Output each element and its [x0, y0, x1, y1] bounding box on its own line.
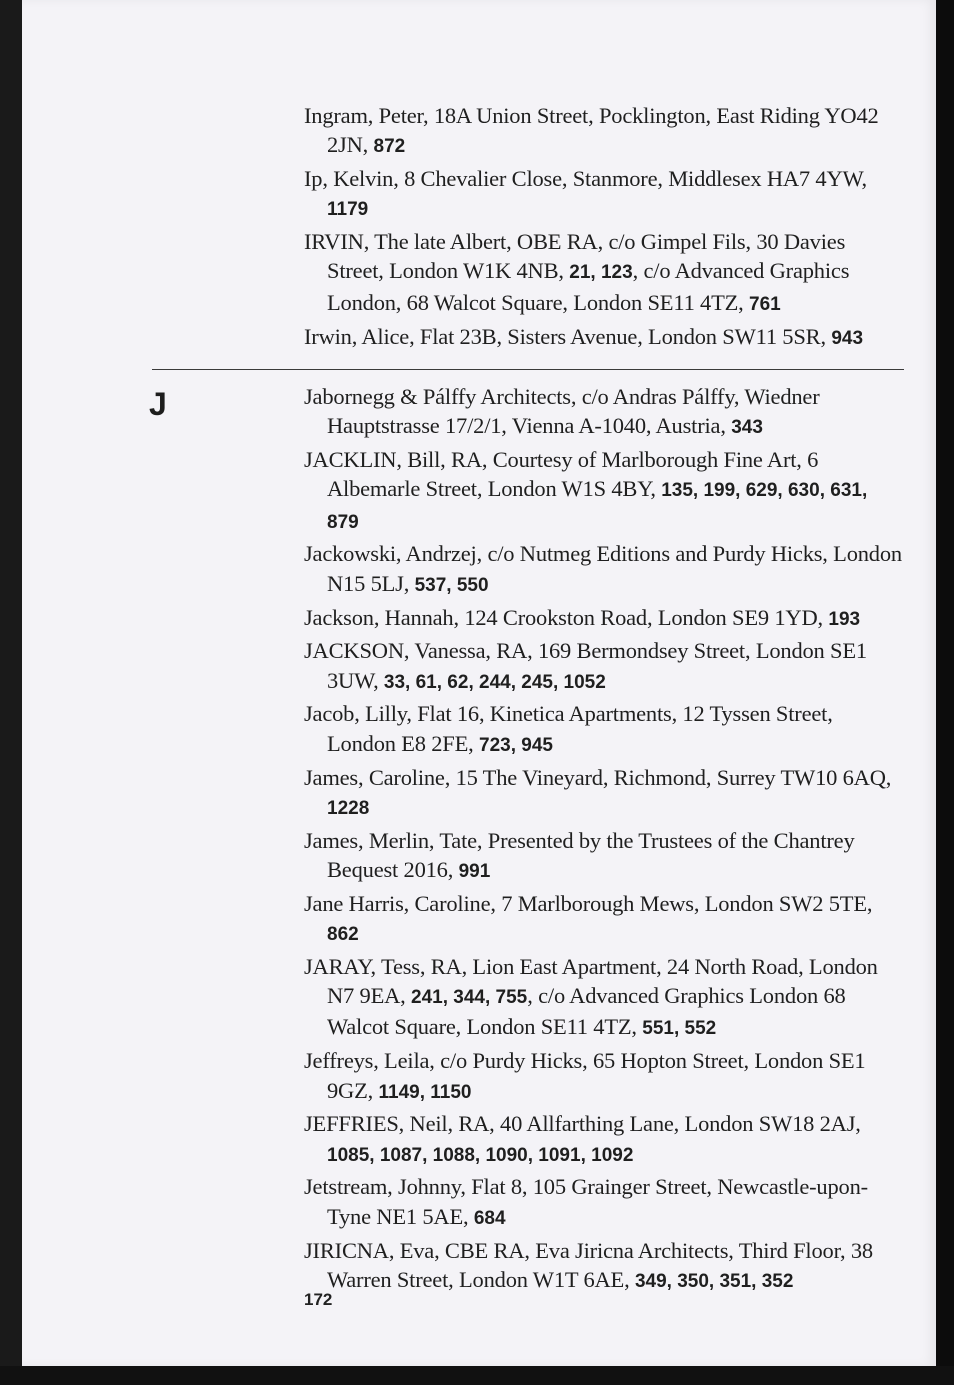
index-entry: [304, 382, 904, 443]
section-letter: J: [149, 386, 167, 422]
entry-address: Courtesy of Marlborough Fine Art, 6 Albemarle Street, London W1S 4BY,: [327, 447, 819, 502]
entry-address: c/o Purdy Hicks, 65 Hopton Street, London SE1 9GZ,: [327, 1048, 866, 1103]
entry-address: 18A Union Street, Pocklington, East Riding YO42 2JN,: [327, 103, 879, 158]
entry-address: 8 Chevalier Close, Stanmore, Middlesex HA7 4YW,: [398, 166, 867, 192]
scan-bottom-edge: [0, 1366, 954, 1385]
index-entry: [304, 445, 904, 537]
entry-page-refs: 723, 945: [479, 734, 553, 756]
entry-name: JIRICNA, Eva, CBE RA,: [304, 1237, 530, 1263]
entry-name: Jackson, Hannah,: [304, 604, 459, 630]
entry-name: IRVIN, The late Albert, OBE RA,: [304, 229, 604, 255]
index-entry: [304, 1046, 904, 1107]
entry-address: 7 Marlborough Mews, London SW2 5TE,: [495, 890, 873, 916]
index-entry: [304, 826, 904, 887]
index-entry: [304, 164, 904, 225]
entry-page-refs: 241, 344, 755: [411, 987, 528, 1009]
entry-page-refs: 551, 552: [642, 1018, 717, 1040]
entry-address: 124 Crookston Road, London SE9 1YD,: [458, 604, 829, 630]
entry-page-refs: 135, 199, 629, 630, 631, 879: [327, 480, 868, 533]
index-entry: [304, 952, 904, 1044]
entry-page-refs: 1149, 1150: [378, 1081, 472, 1103]
entry-name: Ip, Kelvin,: [304, 166, 399, 192]
entry-name: JARAY, Tess, RA,: [304, 953, 467, 979]
entry-name: Irwin, Alice,: [304, 323, 415, 349]
entry-page-refs: 991: [458, 860, 491, 882]
entry-address: , c/o Advanced Graphics London, 68 Walcot Square, London SE11 4TZ,: [327, 258, 850, 315]
entry-address: Lion East Apartment, 24 North Road, London N7 9EA,: [327, 953, 878, 1009]
entry-page-refs: 1228: [327, 797, 370, 819]
entry-page-refs: 761: [749, 293, 781, 315]
entry-page-refs: 684: [473, 1207, 506, 1229]
entry-name: Jackowski, Andrzej,: [304, 541, 483, 567]
entry-name: Jacob, Lilly,: [304, 701, 412, 727]
entry-page-refs: 1085, 1087, 1088, 1090, 1091, 1092: [327, 1144, 634, 1166]
entry-name: Jetstream, Johnny,: [304, 1174, 466, 1200]
entry-name: Jane Harris, Caroline,: [304, 890, 496, 916]
entry-address: c/o Andras Pálffy, Wiedner Hauptstrasse 17/2/1, Vienna A-1040, Austria,: [327, 384, 820, 439]
index-entry: [304, 1172, 904, 1233]
entry-address: 169 Bermondsey Street, London SE1 3UW,: [327, 638, 867, 693]
entry-address: Flat 16, Kinetica Apartments, 12 Tyssen Street, London E8 2FE,: [327, 701, 833, 756]
entry-page-refs: 943: [831, 327, 864, 349]
entry-address: , c/o Advanced Graphics London 68 Walcot Square, London SE11 4TZ,: [327, 983, 846, 1040]
entry-page-refs: 193: [828, 608, 861, 630]
index-entry: [304, 603, 904, 634]
entry-name: JACKLIN, Bill, RA,: [304, 447, 488, 473]
index-entry: [304, 101, 904, 162]
entry-address: 15 The Vineyard, Richmond, Surrey TW10 6AQ,: [450, 764, 892, 790]
entry-page-refs: 21, 123: [569, 262, 633, 284]
entry-address: c/o Nutmeg Editions and Purdy Hicks, London N15 5LJ,: [327, 541, 902, 596]
page-number: 172: [304, 1290, 333, 1309]
scan-right-edge: [936, 0, 954, 1385]
entry-name: JACKSON, Vanessa, RA,: [304, 638, 533, 664]
entry-page-refs: 862: [327, 924, 359, 946]
index-entry: [304, 227, 904, 319]
entry-name: James, Caroline,: [304, 764, 451, 790]
index-entry: [304, 1236, 904, 1297]
entry-name: Ingram, Peter,: [304, 103, 429, 128]
entry-name: James, Merlin,: [304, 827, 435, 853]
index-entry: [304, 636, 904, 697]
entry-page-refs: 349, 350, 351, 352: [634, 1270, 794, 1292]
index-entry: [304, 539, 904, 600]
index-column-bottom: [304, 382, 904, 1299]
entry-name: Jeffreys, Leila,: [304, 1048, 435, 1074]
index-entry: [304, 322, 904, 353]
entry-page-refs: 33, 61, 62, 244, 245, 1052: [383, 671, 606, 693]
entry-page-refs: 872: [373, 136, 406, 158]
entry-name: Jabornegg & Pálffy Architects,: [304, 384, 577, 409]
entry-address: Flat 23B, Sisters Avenue, London SW11 5SR,: [414, 323, 832, 349]
index-entry: [304, 889, 904, 950]
entry-address: Tate, Presented by the Trustees of the Chantrey Bequest 2016,: [327, 827, 855, 882]
index-entry: [304, 763, 904, 824]
section-divider: [152, 369, 904, 370]
entry-page-refs: 343: [731, 417, 763, 439]
entry-address: c/o Gimpel Fils, 30 Davies Street, London W1K 4NB,: [327, 229, 846, 284]
entry-page-refs: 1179: [327, 199, 369, 221]
entry-address: 40 Allfarthing Lane, London SW18 2AJ,: [494, 1111, 861, 1137]
entry-name: JEFFRIES, Neil, RA,: [304, 1111, 495, 1137]
index-column-top: [304, 101, 904, 355]
entry-address: Flat 8, 105 Grainger Street, Newcastle-upon-Tyne NE1 5AE,: [327, 1174, 868, 1229]
entry-address: Eva Jiricna Architects, Third Floor, 38 Warren Street, London W1T 6AE,: [327, 1237, 873, 1292]
scan-left-edge: [0, 0, 22, 1385]
entry-page-refs: 537, 550: [414, 574, 489, 596]
index-entry: [304, 699, 904, 760]
index-entry: [304, 1109, 904, 1170]
